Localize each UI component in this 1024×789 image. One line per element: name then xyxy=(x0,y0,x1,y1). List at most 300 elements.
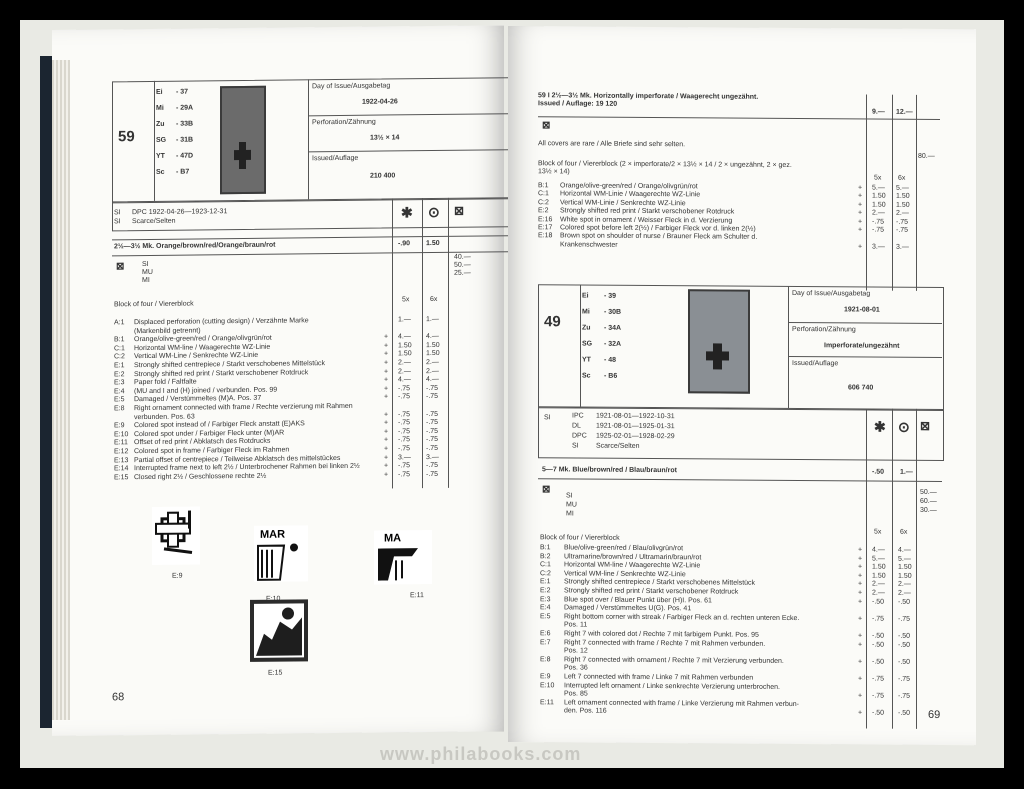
variety-text-49: Pos. 36 xyxy=(564,664,588,672)
variety-image-e10 xyxy=(254,525,308,582)
variety-text: Partial offset of centrepiece / Teilweise Abklatsch des mittelstückes xyxy=(134,454,341,464)
cover-row-label-49: SI xyxy=(566,492,573,500)
variety-price-used: 1.50 xyxy=(426,341,440,349)
variety-code-49: C:2 xyxy=(540,570,551,578)
variety-text-49: Right 7 with colored dot / Rechte 7 mit farbigem Punkt. Pos. 95 xyxy=(564,630,759,639)
variety-text-49: Right 7 connected with ornament / Rechte 7 mit Verzierung verbunden. xyxy=(564,656,784,665)
perforation: 13½ × 14 xyxy=(370,134,400,142)
variety-code-49: E:10 xyxy=(540,681,555,689)
variety-price-used-49: 1.50 xyxy=(898,572,912,580)
variety-price-used: -.75 xyxy=(426,419,439,427)
cover-icon: ⊠ xyxy=(454,203,465,218)
variety-price-used: 4.— xyxy=(426,333,439,341)
variety-code: E:4 xyxy=(114,388,125,396)
variety-code-49: E:1 xyxy=(540,578,551,586)
variety-price-used: 4.— xyxy=(426,376,439,384)
top-variety-plus: + xyxy=(858,218,863,226)
variety-plus-49: + xyxy=(858,598,863,606)
variety-code-49: E:8 xyxy=(540,656,551,664)
issued-49: 606 740 xyxy=(848,384,874,392)
top-variety-plus: + xyxy=(858,209,863,217)
top-variety-plus: + xyxy=(858,243,863,251)
variety-text: Colored spot under / Farbiger Fleck unter (M)AR xyxy=(134,429,285,438)
stamp-image-49 xyxy=(688,289,750,393)
usage-row-text-49: Scarce/Selten xyxy=(596,442,640,450)
cover-icon-small: ⊠ xyxy=(116,261,125,273)
value-line: 2½—3½ Mk. Orange/brown/red/Orange/braun/rot xyxy=(114,241,276,251)
variety-text: Colored spot in frame / Farbiger Fleck im Rahmen xyxy=(134,446,290,456)
variety-plus: + xyxy=(384,419,389,427)
catalog-ref-name: Sc xyxy=(156,168,165,176)
catalog-ref-number-49: - 34A xyxy=(604,324,622,332)
variety-plus: + xyxy=(384,445,389,453)
variety-price-used: 2.— xyxy=(426,358,439,367)
catalog-ref-name-49: SG xyxy=(582,340,593,348)
catalog-ref-number-49: - 32A xyxy=(604,340,622,348)
catalog-ref-number: - 31B xyxy=(176,136,194,144)
variety-plus: + xyxy=(384,350,389,358)
variety-price-mint: -.75 xyxy=(398,436,411,444)
catalog-ref-number: - 33B xyxy=(176,120,194,128)
usage-row-code-49: SI xyxy=(572,442,579,450)
issued-label-49: Issued/Auflage xyxy=(792,359,839,368)
variety-plus: + xyxy=(384,411,389,419)
variety-price-used: 1.50 xyxy=(426,350,440,358)
variety-code-49: E:9 xyxy=(540,673,551,681)
image-letters-ma: MA xyxy=(384,532,402,545)
catalog-ref-name: Zu xyxy=(156,120,165,128)
cover-row-price: 40.— xyxy=(454,253,471,261)
variety-price-used: -.75 xyxy=(426,470,439,478)
variety-plus: + xyxy=(384,359,389,367)
variety-code-49: E:2 xyxy=(540,587,551,595)
cover-row-label: MU xyxy=(142,268,153,277)
block-mult-used: 6x xyxy=(430,295,438,304)
cover-row-price: 50.— xyxy=(454,261,471,269)
variety-plus: + xyxy=(384,342,389,350)
variety-price-used: -.75 xyxy=(426,393,439,401)
value-line-49: 5—7 Mk. Blue/brown/red / Blau/braun/rot xyxy=(542,466,677,475)
variety-code-49: C:1 xyxy=(540,561,551,569)
variety-text-49: Right 7 connected with frame / Rechte 7 mit Rahmen verbunden. xyxy=(564,638,766,648)
variety-text-49: Left 7 connected with frame / Linke 7 mit Rahmen verbunden xyxy=(564,673,754,682)
variety-code: E:11 xyxy=(114,439,128,447)
variety-code-49: E:4 xyxy=(540,604,551,612)
day-of-issue-49: 1921-08-01 xyxy=(844,306,880,314)
variety-plus-49: + xyxy=(858,658,863,666)
variety-text-49: Interrupted left ornament / Linke senkrechte Verzierung unterbrochen. xyxy=(564,681,780,691)
catalog-ref-number-49: - 48 xyxy=(604,356,617,364)
top-variety-text: White spot in ornament / Weisser Fleck in d. Verzierung xyxy=(560,215,733,225)
block-mult-used-49: 6x xyxy=(900,528,908,536)
variety-image-e15 xyxy=(250,599,308,662)
variety-price-used-49: -.75 xyxy=(898,675,911,683)
variety-price-mint: 3.— xyxy=(398,453,411,461)
variety-text-49: Vertical WM-line / Senkrechte WZ-Linie xyxy=(564,570,686,579)
variety-code: E:1 xyxy=(114,362,125,370)
variety-price-mint: -.75 xyxy=(398,471,411,479)
usage-text-2: Scarce/Selten xyxy=(132,217,176,226)
perforation-label: Perforation/Zähnung xyxy=(312,118,376,127)
variety-text-49: Blue/olive-green/red / Blau/olivgrün/rot xyxy=(564,544,684,553)
variety-code: E:3 xyxy=(114,379,125,387)
top-variety-price-mint: -.75 xyxy=(872,226,885,234)
variety-price-used-49: 4.— xyxy=(898,546,911,554)
variety-code: C:2 xyxy=(114,353,125,361)
top-variety-price-mint: 2.— xyxy=(872,209,885,217)
variety-code-49: E:5 xyxy=(540,613,551,621)
perforation-label-49: Perforation/Zähnung xyxy=(792,325,856,334)
catalog-ref-number-49: - 39 xyxy=(604,292,617,300)
variety-price-mint: -.75 xyxy=(398,410,411,418)
variety-price-mint-49: -.50 xyxy=(872,709,885,718)
variety-text: Colored spot instead of / Farbiger Fleck anstatt (E)AKS xyxy=(134,420,305,430)
variety-price-mint: 1.— xyxy=(398,316,411,324)
variety-plus: + xyxy=(384,376,389,384)
variety-code-49: E:3 xyxy=(540,595,551,603)
variety-code: E:14 xyxy=(114,465,129,473)
catalog-ref-number-49: - 30B xyxy=(604,308,622,316)
variety-price-used-49: -.50 xyxy=(898,658,911,666)
variety-price-mint: 4.— xyxy=(398,376,411,384)
variety-text: Closed right 2½ / Geschlossene rechte 2½ xyxy=(134,472,267,481)
usage-text-1: DPC 1922-04-26—1923-12-31 xyxy=(132,208,228,217)
variety-plus-49: + xyxy=(858,709,863,717)
variety-plus: + xyxy=(384,368,389,376)
variety-image-e11 xyxy=(374,530,432,585)
top-variety-price-used: 5.— xyxy=(896,184,909,192)
variety-price-mint: 2.— xyxy=(398,367,411,375)
variety-price-mint-49: 1.50 xyxy=(872,572,886,580)
top-variety-price-mint: 1.50 xyxy=(872,192,886,201)
cover-row-label-49: MU xyxy=(566,501,577,509)
top-variety-code: E:17 xyxy=(538,224,553,232)
variety-plus-49: + xyxy=(858,589,863,597)
catalog-ref-name: Ei xyxy=(156,88,163,96)
variety-price-mint-49: 2.— xyxy=(872,589,885,597)
variety-text-49: Strongly shifted centrepiece / Starkt verschobenes Mittelstück xyxy=(564,578,756,588)
catalog-ref-number: - 37 xyxy=(176,88,189,96)
usage-row-code-49: DPC xyxy=(572,432,587,440)
price-used-49: 1.— xyxy=(900,468,913,476)
variety-code: B:1 xyxy=(114,336,125,344)
variety-text-49: Pos. 85 xyxy=(564,690,588,698)
variety-price-mint-49: -.50 xyxy=(872,658,885,666)
variety-text-49: den. Pos. 116 xyxy=(564,707,607,716)
top-variety-price-used: 3.— xyxy=(896,243,909,251)
variety-plus-49: + xyxy=(858,632,863,640)
image-label-e9: E:9 xyxy=(172,572,183,580)
top-variety-text: Vertical WM-Linie / Senkrechte WZ-Linie xyxy=(560,199,686,208)
cover-row-price-49: 30.— xyxy=(920,506,937,514)
top-variety-code: C:1 xyxy=(538,190,549,198)
variety-price-used-49: -.75 xyxy=(898,692,911,700)
variety-price-used-49: -.50 xyxy=(898,641,911,649)
cover-icon-top: ⊠ xyxy=(542,120,551,132)
usage-row-text-49: 1921-08-01—1925-01-31 xyxy=(596,422,675,431)
variety-text-49: Blue spot over / Blauer Punkt über (H)I. Pos. 61 xyxy=(564,595,712,605)
variety-price-mint-49: -.50 xyxy=(872,632,885,640)
variety-price-used-49: -.50 xyxy=(898,710,911,718)
entry-number: 59 xyxy=(118,128,135,146)
used-icon: ⊙ xyxy=(428,203,440,221)
variety-code: E:12 xyxy=(114,448,129,456)
variety-code-49: E:6 xyxy=(540,630,551,638)
top-block-mult-mint: 5x xyxy=(874,174,882,182)
page-edges xyxy=(52,60,70,720)
block-label: Block of four / Viererblock xyxy=(114,300,194,309)
variety-text: Right ornament connected with frame / Rechte verzierung mit Rahmen xyxy=(134,402,353,413)
issued-label: Issued/Auflage xyxy=(312,154,359,163)
variety-price-used-49: -.50 xyxy=(898,598,911,606)
variety-price-used: 3.— xyxy=(426,453,439,461)
variety-plus-49: + xyxy=(858,546,863,554)
cover-icon-49: ⊠ xyxy=(920,418,931,433)
top-variety-price-used: 1.50 xyxy=(896,193,910,201)
variety-plus-49: + xyxy=(858,615,863,623)
price-mint-49: -.50 xyxy=(872,468,885,476)
variety-code: C:1 xyxy=(114,345,125,353)
variety-text: Horizontal WM-line / Waagerechte WZ-Linie xyxy=(134,343,271,352)
stamp-image xyxy=(220,86,266,194)
variety-plus: + xyxy=(384,454,389,462)
variety-price-mint: -.75 xyxy=(398,385,411,393)
variety-price-used: -.75 xyxy=(426,444,439,453)
variety-price-mint-49: -.50 xyxy=(872,641,885,649)
top-variety-text: Strongly shifted red print / Starkt verschobener Rotdruck xyxy=(560,207,735,216)
variety-price-mint: 1.50 xyxy=(398,342,412,350)
variety-plus: + xyxy=(384,462,389,470)
top-variety-text: Colored spot before left 2(½) / Farbiger Fleck vor d. linken 2(½) xyxy=(560,224,756,233)
top-variety-text: Orange/olive-green/red / Orange/olivgrün/rot xyxy=(560,182,698,191)
variety-text: Vertical WM-Line / Senkrechte WZ-Linie xyxy=(134,352,259,361)
variety-code-49: E:11 xyxy=(540,699,554,707)
top-variety-price-used: 2.— xyxy=(896,209,909,217)
variety-price-mint-49: 4.— xyxy=(872,546,885,554)
image-letters-mar: MAR xyxy=(260,528,286,541)
variety-price-mint: -.75 xyxy=(398,428,411,436)
cover-icon-small-49: ⊠ xyxy=(542,484,551,496)
top-variety-price-used: -.75 xyxy=(896,218,909,226)
usage-row-code-49: IPC xyxy=(572,412,584,420)
variety-code: E:5 xyxy=(114,396,125,404)
image-label-e11: E:11 xyxy=(410,592,424,600)
variety-code: E:13 xyxy=(114,456,129,464)
issued: 210 400 xyxy=(370,172,396,180)
variety-code: E:2 xyxy=(114,370,125,378)
variety-price-mint-49: 5.— xyxy=(872,555,885,563)
cover-row-price: 25.— xyxy=(454,269,471,277)
top-variety-text: Krankenschwester xyxy=(560,241,618,249)
top-variety-code: C:2 xyxy=(538,199,549,207)
variety-price-used: -.75 xyxy=(426,410,439,418)
usage-code-2: SI xyxy=(114,218,121,226)
variety-code: E:10 xyxy=(114,430,129,439)
top-variety-plus: + xyxy=(858,226,863,234)
top-variety-code: E:2 xyxy=(538,207,549,215)
variety-price-used: -.75 xyxy=(426,462,439,470)
variety-code: E:8 xyxy=(114,405,125,413)
variety-text: Orange/olive-green/red / Orange/olivgrün/rot xyxy=(134,334,272,344)
variety-price-used-49: 2.— xyxy=(898,581,911,589)
variety-plus: + xyxy=(384,436,389,444)
top-variety-text: Brown spot on shoulder of nurse / Brauner Fleck am Schulter d. xyxy=(560,232,758,242)
variety-plus-49: + xyxy=(858,692,863,700)
cover-row-label: SI xyxy=(142,260,149,269)
variety-text-49: Horizontal WM-line / Waagerechte WZ-Linie xyxy=(564,561,701,570)
top-variety-code: B:1 xyxy=(538,182,549,190)
variety-price-mint: -.75 xyxy=(398,419,411,427)
variety-text: Strongly shifted centrepiece / Starkt verschobenes Mittelstück xyxy=(134,360,326,370)
variety-image-e9 xyxy=(152,506,200,565)
variety-text-49: Ultramarine/brown/red / Ultramarin/braun/rot xyxy=(564,552,702,561)
image-label-e15: E:15 xyxy=(268,669,283,677)
variety-price-mint-49: 2.— xyxy=(872,580,885,589)
price-mint: -.90 xyxy=(398,240,411,248)
top-price-mint: 9.— xyxy=(872,108,885,116)
variety-code-49: B:2 xyxy=(540,552,551,560)
variety-text: Interrupted frame next to left 2½ / Unterbrochener Rahmen bei linken 2½ xyxy=(134,462,360,473)
variety-price-used: -.75 xyxy=(426,427,439,435)
catalog-ref-number: - 47D xyxy=(176,152,194,160)
cover-row-label: MI xyxy=(142,276,150,285)
block-mult-mint-49: 5x xyxy=(874,528,882,536)
catalog-ref-number: - 29A xyxy=(176,104,194,112)
top-variety-price-mint: 3.— xyxy=(872,243,885,251)
catalog-ref-name: YT xyxy=(156,152,165,160)
top-block-1: Block of four / Viererblock (2 × imperforate/2 × 13½ × 14 / 2 × ungezähnt, 2 × gez. xyxy=(538,160,792,169)
top-variety-price-used: -.75 xyxy=(896,226,909,234)
top-variety-plus: + xyxy=(858,192,863,200)
day-of-issue-label: Day of Issue/Ausgabetag xyxy=(312,82,391,91)
variety-price-used-49: 2.— xyxy=(898,589,911,597)
variety-text: Offset of red print / Abklatsch des Rotdrucks xyxy=(134,438,271,447)
right-page xyxy=(508,26,976,745)
variety-text-49: Strongly shifted red print / Starkt verschobener Rotdruck xyxy=(564,587,739,596)
variety-price-used-49: 5.— xyxy=(898,555,911,563)
variety-text: Strongly shifted red print / Starkt verschobener Rotdruck xyxy=(134,368,309,378)
top-variety-price-mint: -.75 xyxy=(872,218,885,226)
variety-text: Damaged / Verstümmeltes (M)A. Pos. 37 xyxy=(134,395,262,404)
variety-price-used: -.75 xyxy=(426,384,439,392)
entry-header-box xyxy=(112,77,526,203)
block-mult-mint: 5x xyxy=(402,296,410,304)
top-price-used: 12.— xyxy=(896,108,913,116)
top-block-mult-used: 6x xyxy=(898,174,906,182)
variety-price-used: -.75 xyxy=(426,436,439,444)
variety-text-49: Pos. 12 xyxy=(564,647,588,655)
usage-row-text-49: 1925-02-01—1928-02-29 xyxy=(596,432,675,441)
top-variety-plus: + xyxy=(858,201,863,209)
variety-text: (MU and I and (H) joined / verbunden. Pos. 99 xyxy=(134,386,278,395)
day-of-issue: 1922-04-26 xyxy=(362,98,398,106)
catalog-ref-name-49: Ei xyxy=(582,292,589,300)
catalog-ref-number: - B7 xyxy=(176,168,190,176)
catalog-ref-name: Mi xyxy=(156,104,164,112)
top-variety-price-mint: 1.50 xyxy=(872,201,886,209)
watermark: www.philabooks.com xyxy=(380,744,582,764)
usage-row-text-49: 1921-08-01—1922-10-31 xyxy=(596,412,675,421)
variety-text: verbunden. Pos. 63 xyxy=(134,413,195,421)
variety-plus: + xyxy=(384,393,389,401)
top-variety-text: Horizontal WM-Linie / Waagerechte WZ-Linie xyxy=(560,190,701,199)
variety-code: E:9 xyxy=(114,422,125,430)
variety-price-mint: -.75 xyxy=(398,445,411,453)
variety-code-49: E:7 xyxy=(540,638,551,646)
usage-row-code-49: DL xyxy=(572,422,581,430)
variety-price-mint: -.75 xyxy=(398,393,411,401)
variety-text: (Markenbild getrennt) xyxy=(134,327,201,335)
variety-price-used-49: -.50 xyxy=(898,632,911,640)
variety-price-mint-49: -.75 xyxy=(872,615,885,623)
top-header-1: 59 I 2½—3½ Mk. Horizontally imperforate / Waagerecht ungezähnt. xyxy=(538,92,759,101)
cover-row-label-49: MI xyxy=(566,510,574,518)
variety-price-used-49: -.75 xyxy=(898,615,911,623)
variety-price-mint: 4.— xyxy=(398,333,411,341)
top-block-2: 13½ × 14) xyxy=(538,168,570,176)
variety-plus-49: + xyxy=(858,580,863,588)
perforation-49: Imperforate/ungezähnt xyxy=(824,342,900,350)
top-header-2: Issued / Auflage: 19 120 xyxy=(538,100,618,108)
variety-price-used-49: 1.50 xyxy=(898,563,912,572)
variety-plus-49: + xyxy=(858,675,863,683)
top-variety-code: E:18 xyxy=(538,232,553,240)
variety-price-mint: -.75 xyxy=(398,462,411,470)
variety-price-used: 2.— xyxy=(426,367,439,375)
variety-price-mint: 2.— xyxy=(398,359,411,367)
catalog-ref-name-49: YT xyxy=(582,356,591,364)
variety-price-mint-49: -.75 xyxy=(872,692,885,700)
day-of-issue-label-49: Day of Issue/Ausgabetag xyxy=(792,289,871,298)
variety-plus: + xyxy=(384,428,389,436)
usage-code-49: SI xyxy=(544,414,551,422)
variety-plus-49: + xyxy=(858,641,863,649)
variety-plus: + xyxy=(384,385,389,393)
variety-text: Displaced perforation (cutting design) / Verzähnte Marke xyxy=(134,317,309,327)
price-used: 1.50 xyxy=(426,239,440,248)
variety-text: Paper fold / Faltfalte xyxy=(134,378,197,387)
variety-plus-49: + xyxy=(858,563,863,571)
page-number-left: 68 xyxy=(112,691,125,704)
usage-code-1: SI xyxy=(114,209,121,217)
variety-text-49: Left ornament connected with frame / Linke Verzierung mit Rahmen verbun- xyxy=(564,699,800,708)
mint-icon-49: ✱ xyxy=(874,418,886,435)
catalog-ref-name-49: Sc xyxy=(582,372,591,380)
variety-code: A:1 xyxy=(114,319,125,327)
catalog-ref-name-49: Mi xyxy=(582,308,590,316)
covers-note: All covers are rare / Alle Briefe sind sehr selten. xyxy=(538,140,686,149)
variety-text-49: Pos. 11 xyxy=(564,621,588,629)
catalog-ref-name-49: Zu xyxy=(582,324,591,332)
top-variety-code: E:16 xyxy=(538,215,553,223)
variety-plus: + xyxy=(384,471,389,479)
cover-row-price-49: 60.— xyxy=(920,497,937,505)
variety-plus-49: + xyxy=(858,572,863,580)
variety-plus: + xyxy=(384,333,389,341)
top-variety-price-used: 1.50 xyxy=(896,201,910,209)
variety-price-mint-49: -.75 xyxy=(872,675,885,683)
catalog-ref-name: SG xyxy=(156,136,167,144)
variety-text-49: Damaged / Verstümmeltes U(G). Pos. 41 xyxy=(564,604,692,613)
page-number-right: 69 xyxy=(928,708,941,722)
variety-plus-49: + xyxy=(858,555,863,563)
variety-code-49: B:1 xyxy=(540,544,551,552)
mint-icon: ✱ xyxy=(401,204,413,221)
top-variety-plus: + xyxy=(858,184,863,192)
variety-text-49: Right bottom corner with streak / Farbiger Fleck an d. rechten unteren Ecke. xyxy=(564,613,800,622)
variety-code: E:15 xyxy=(114,473,129,482)
entry-number-49: 49 xyxy=(544,313,561,331)
